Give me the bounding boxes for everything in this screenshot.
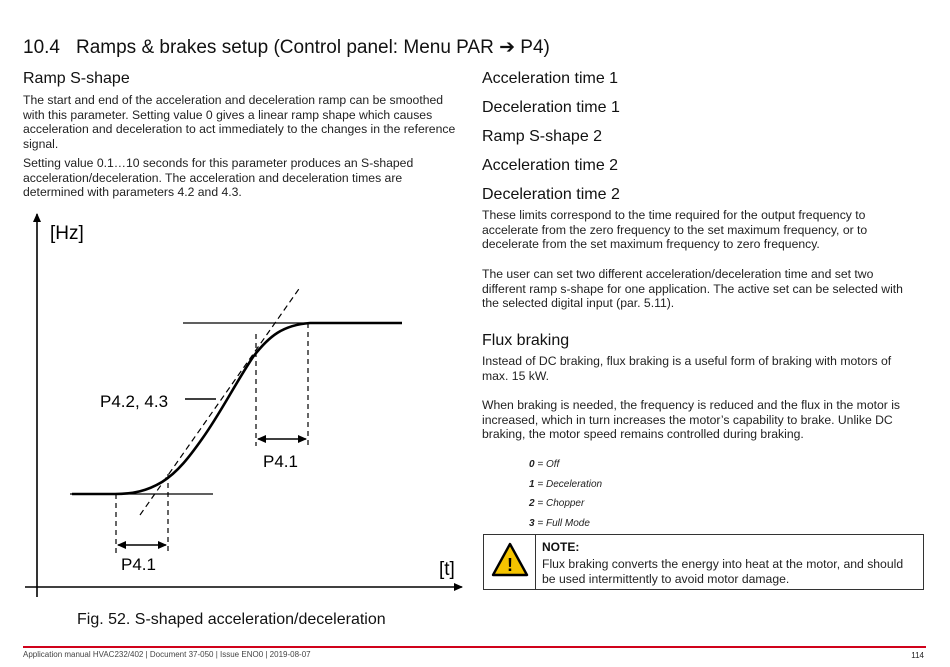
s-curve-figure <box>20 210 470 605</box>
flux-braking-paragraph-1: Instead of DC braking, flux braking is a useful form of braking with motors of max. 15 kW. <box>482 354 892 383</box>
flux-braking-options <box>529 458 602 536</box>
option-item: 2 = Chopper <box>529 498 585 509</box>
page-number: 114 <box>911 651 924 660</box>
section-title: Ramps & brakes setup (Control panel: Menu PAR ➔ P4) <box>75 37 550 58</box>
ramp-s-shape-paragraph-1: The start and end of the acceleration and deceleration ramp can be smoothed with this parameter. Setting value 0 gives a linear ramp shape which causes acceleration and deceleration to act immediately to the changes in the reference signal. <box>23 93 456 151</box>
note-text: Flux braking converts the energy into heat at the motor, and should be used intermittently to avoid motor damage. <box>542 557 904 586</box>
ramp-s-shape-heading: Ramp S-shape <box>23 70 130 87</box>
ramp-s-shape-2-heading: Ramp S-shape 2 <box>482 128 603 145</box>
warning-icon <box>491 542 529 578</box>
ramp-time-label: P4.2, 4.3 <box>100 392 169 411</box>
section-number: 10.4 <box>23 37 60 58</box>
flux-braking-paragraph-2: When braking is needed, the frequency is reduced and the flux in the motor is increased, which in turn increases the motor’s capability to brake. Unlike DC braking, the motor speed remains controlled during braking. <box>482 398 901 442</box>
deceleration-time-1-heading: Deceleration time 1 <box>482 99 620 116</box>
flux-braking-heading: Flux braking <box>482 332 570 349</box>
section-heading <box>23 36 550 59</box>
s-shape-label-bottom: P4.1 <box>121 555 156 574</box>
ramp-s-shape-paragraph-2: Setting value 0.1…10 seconds for this parameter produces an S-shaped acceleration/deceleration. The acceleration and deceleration times are determined with parameters 4.2 and 4.3. <box>23 156 414 200</box>
figure-caption: Fig. 52. S-shaped acceleration/deceleration <box>77 611 386 628</box>
acceleration-time-2-heading: Acceleration time 2 <box>482 157 619 174</box>
option-item: 3 = Full Mode <box>529 517 590 529</box>
option-item: 1 = Deceleration <box>529 478 603 490</box>
option-item: 0 = Off <box>529 459 560 470</box>
ramp-limits-paragraph: These limits correspond to the time required for the output frequency to accelerate from the zero frequency to the set maximum frequency, or to decelerate from the set maximum frequency to zero frequency. <box>482 208 868 252</box>
y-axis-label: [Hz] <box>50 223 84 244</box>
footer-document-info: Application manual HVAC232/402 | Document 37-050 | Issue ENO0 | 2019-08-07 <box>23 650 311 659</box>
footer-rule <box>23 646 926 648</box>
note-title: NOTE: <box>542 540 580 554</box>
two-sets-paragraph: The user can set two different acceleration/deceleration time and set two different ramp s-shape for one application. The active set can be selected with the selected digital input (par. 5.11). <box>482 267 903 311</box>
acceleration-time-1-heading: Acceleration time 1 <box>482 70 619 87</box>
svg-text:!: ! <box>507 555 513 575</box>
note-box <box>483 534 924 590</box>
s-shape-label-top: P4.1 <box>263 452 298 471</box>
deceleration-time-2-heading: Deceleration time 2 <box>482 186 620 203</box>
note-icon-cell <box>484 535 536 589</box>
x-axis-label: [t] <box>439 559 455 580</box>
